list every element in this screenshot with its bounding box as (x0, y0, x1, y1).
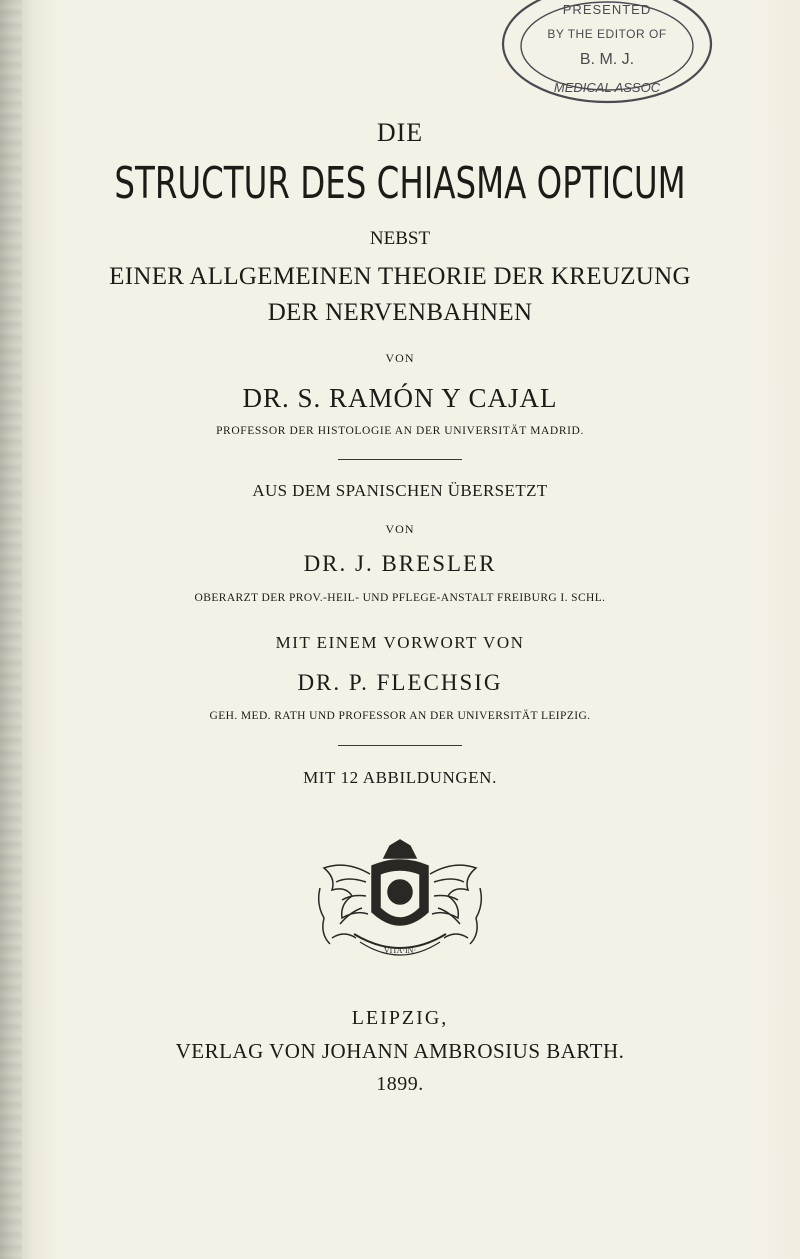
crest-center-emblem (388, 880, 412, 904)
author-name: DR. S. RAMÓN Y CAJAL (242, 383, 558, 413)
crest-left-tail (319, 888, 330, 944)
crest-right-griffin (430, 865, 476, 918)
imprint-year: 1899. (376, 1073, 424, 1095)
crest-left-feathers (336, 879, 366, 924)
foreword-note: MIT EINEM VORWORT VON (275, 633, 525, 652)
crest-right-feathers (434, 879, 464, 924)
translator-name: DR. J. BRESLER (303, 551, 497, 576)
title-nebst: NEBST (369, 228, 431, 249)
foreword-author-name: DR. P. FLECHSIG (297, 670, 503, 695)
stamp-text-bmj: B. M. J. (579, 51, 635, 68)
imprint-publisher: VERLAG VON JOHANN AMBROSIUS BARTH. (175, 1039, 625, 1063)
title-article: DIE (376, 118, 424, 147)
publisher-crest (312, 838, 488, 966)
author-affiliation: PROFESSOR DER HISTOLOGIE AN DER UNIVERSITÄT MADRID. (216, 425, 584, 437)
foreword-author-affiliation: GEH. MED. RATH UND PROFESSOR AN DER UNIVERSITÄT LEIPZIG. (209, 710, 591, 722)
translator-von: VON (385, 522, 415, 536)
imprint-city: LEIPZIG, (351, 1007, 449, 1029)
crest-left-griffin (324, 865, 370, 918)
book-binding-edge (0, 0, 22, 1259)
crest-crown (384, 840, 416, 858)
subtitle-line-2: DER NERVENBAHNEN (267, 299, 533, 326)
crest-motto: VITA·IN· (383, 946, 417, 955)
divider-2 (338, 745, 462, 746)
crest-right-tail (470, 888, 481, 944)
library-stamp (496, 0, 718, 110)
illustrations-note: MIT 12 ABBILDUNGEN. (303, 768, 497, 787)
translation-note: AUS DEM SPANISCHEN ÜBERSETZT (252, 481, 548, 500)
subtitle-line-1: EINER ALLGEMEINEN THEORIE DER KREUZUNG (109, 263, 691, 290)
stamp-text-medical: MEDICAL ASSOC (553, 80, 661, 95)
stamp-text-editor: BY THE EDITOR OF (547, 27, 667, 41)
stamp-text-presented: PRESENTED (562, 2, 652, 17)
author-von: VON (385, 351, 415, 365)
divider-1 (338, 459, 462, 460)
translator-affiliation: OBERARZT DER PROV.-HEIL- UND PFLEGE-ANSTALT FREIBURG I. SCHL. (194, 592, 606, 604)
main-title: STRUCTUR DES CHIASMA OPTICUM (114, 158, 686, 209)
crest-claws (332, 934, 468, 938)
